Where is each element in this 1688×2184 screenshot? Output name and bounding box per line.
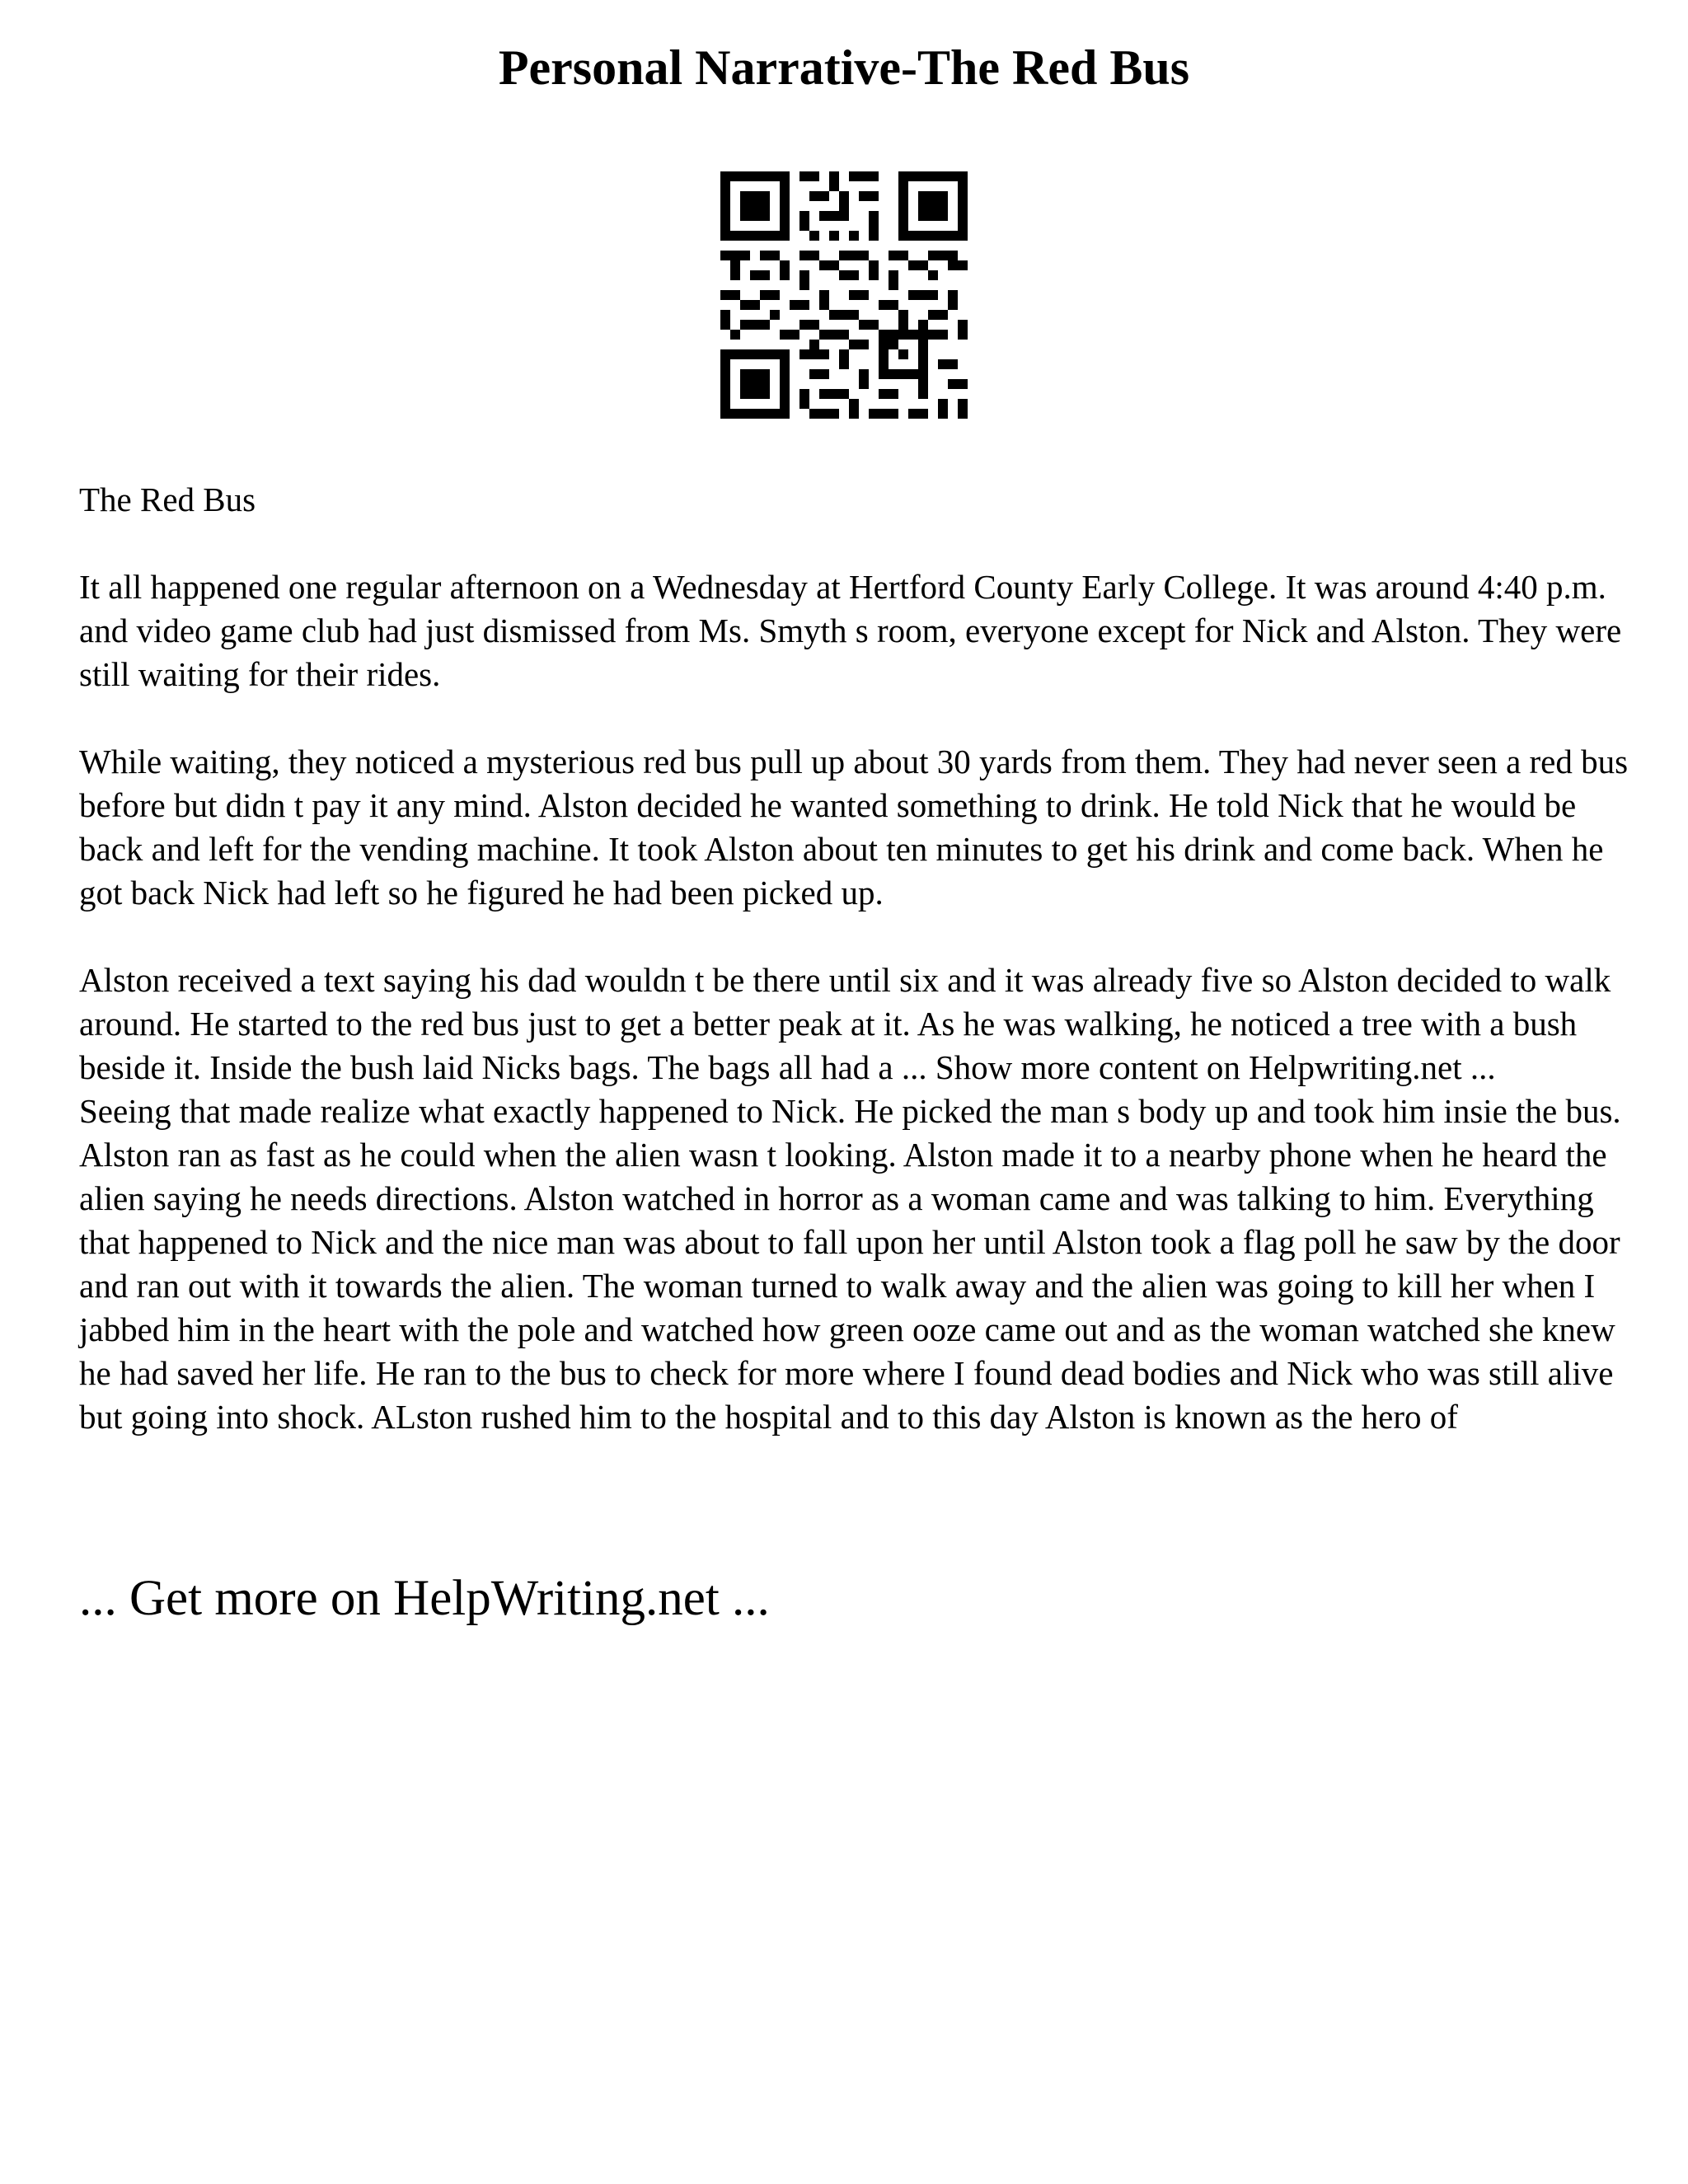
- qr-code: [720, 171, 968, 419]
- document-body: [79, 478, 1629, 1439]
- get-more-link[interactable]: ... Get more on HelpWriting.net ...: [79, 1571, 770, 1626]
- paragraph-1: It all happened one regular afternoon on a Wednesday at Hertford County Early College. It was around 4:40 p.m. and video game club had just dismissed from Ms. Smyth s room, everyone except for Nick and Alston. They were still waiting for their rides.: [79, 568, 1622, 693]
- section-heading: The Red Bus: [79, 480, 256, 518]
- paragraph-4: Seeing that made realize what exactly happened to Nick. He picked the man s body up and took him insie the bus. Alston ran as fast as he could when the alien wasn t looking. Alston made it to a nearby phone when he heard the alien saying he needs directions. Alston watched in horror as a woman came and was talking to him. Everything that happened to Nick and the nice man was about to fall upon her until Alston took a flag poll he saw by the door and ran out with it towards the alien. The woman turned to walk away and the alien was going to kill her when I jabbed him in the heart with the pole and watched how green ooze came out and as the woman watched she knew he had saved her life. He ran to the bus to check for more where I found dead bodies and Nick who was still alive but going into shock. ALston rushed him to the hospital and to this day Alston is known as the hero of: [79, 1092, 1621, 1436]
- paragraph-spacer: [79, 915, 1629, 958]
- paragraph-2: While waiting, they noticed a mysterious red bus pull up about 30 yards from them. They had never seen a red bus before but didn t pay it any mind. Alston decided he wanted something to drink. He told Nick that he would be back and left for the vending machine. It took Alston about ten minutes to get his drink and come back. When he got back Nick had left so he figured he had been picked up.: [79, 743, 1629, 912]
- document-title: Personal Narrative-The Red Bus: [498, 40, 1190, 95]
- paragraph-3: Alston received a text saying his dad wouldn t be there until six and it was already five so Alston decided to walk around. He started to the red bus just to get a better peak at it. As he was walking, he noticed a tree with a bush beside it. Inside the bush laid Nicks bags. The bags all had a ... Show more content on Helpwriting.net ...: [79, 961, 1611, 1086]
- paragraph-spacer: [79, 696, 1629, 740]
- paragraph-spacer: [79, 522, 1629, 565]
